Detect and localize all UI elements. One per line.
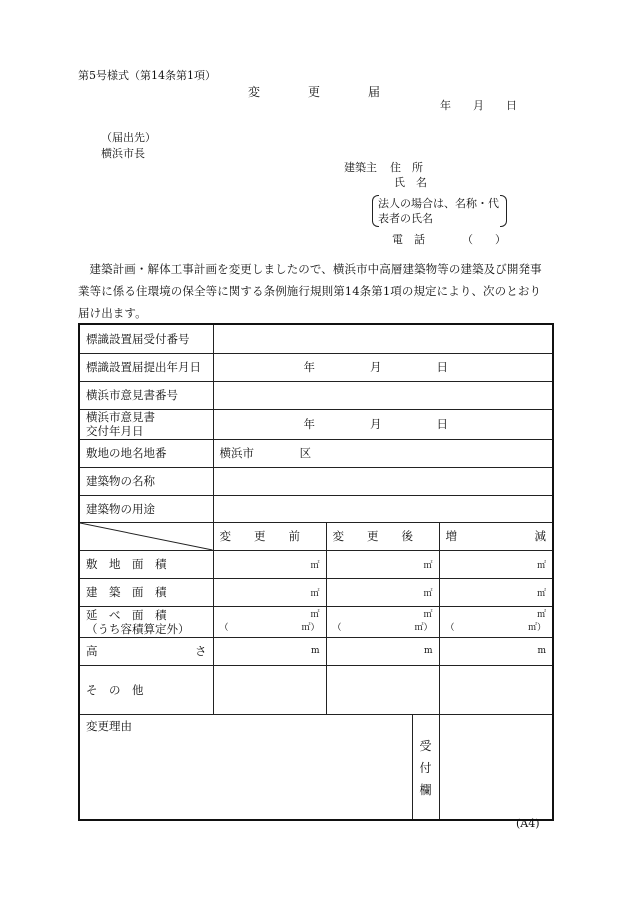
col-after: 変 更 後 [326,522,439,550]
date-year: 年 [303,417,315,431]
receipt-column-label [412,715,439,819]
value-receipt-no[interactable] [213,324,553,353]
unit: ㎡ [423,609,433,620]
value-submit-date[interactable] [213,353,553,381]
bldg-area-after[interactable]: ㎡ [326,578,439,606]
col-diff [439,522,553,550]
site-area-diff[interactable]: ㎡ [439,550,553,578]
table-row [79,495,553,522]
total-area-diff[interactable] [439,606,553,637]
phone-paren: （ ） [462,233,506,246]
phone-label: 電 話 [392,233,425,246]
table-row [79,353,553,381]
bldg-area-before[interactable]: ㎡ [213,578,326,606]
label-submit-date: 標識設置届提出年月日 [79,353,213,381]
date-day: 日 [436,360,448,374]
date-year: 年 [303,360,315,374]
label-bldg-area: 建 築 面 積 [79,578,213,606]
label-opinion-date [79,409,213,439]
paren-open: （ [219,622,229,633]
height-before[interactable]: m [213,637,326,665]
label-bldg-name: 建築物の名称 [79,467,213,495]
receipt-stamp-area[interactable] [439,714,553,820]
address-label: 住 所 [390,161,423,174]
label-height [79,637,213,665]
table-row [79,665,553,714]
table-header-row [79,522,553,550]
bldg-area-diff[interactable]: ㎡ [439,578,553,606]
table-row [79,578,553,606]
receipt-char-1: 受 [419,738,432,753]
unit: ㎡ [310,609,320,620]
label-total-area [79,606,213,637]
label-height-b: さ [195,644,207,658]
paren-close: ㎡） [527,622,546,633]
table-row [79,606,553,637]
height-diff[interactable]: m [439,637,553,665]
paper-size: (A4) [516,817,540,830]
site-area-after[interactable]: ㎡ [326,550,439,578]
receipt-char-3: 欄 [419,782,432,797]
reason-cell[interactable] [79,714,439,820]
label-opinion-date-line2: 交付年月日 [86,424,144,438]
label-other: そ の 他 [79,665,213,714]
height-after[interactable]: m [326,637,439,665]
value-bldg-use[interactable] [213,495,553,522]
value-opinion-no[interactable] [213,381,553,409]
label-opinion-date-line1: 横浜市意見書 [86,410,155,424]
table-row [79,381,553,409]
receipt-char-2: 付 [419,760,432,775]
paren-close: ㎡） [301,622,320,633]
corp-note-line1: 法人の場合は、名称・代 [378,197,499,210]
col-diff-decrease: 減 [534,529,546,543]
table-row [79,467,553,495]
label-height-a: 高 [86,644,98,658]
corp-note-line2: 表者の氏名 [378,212,433,225]
corp-note-right-bracket [500,195,507,227]
label-site: 敷地の地名地番 [79,439,213,467]
recipient: 横浜市長 [101,147,145,160]
applicant-role: 建築主 [344,161,377,174]
other-diff[interactable] [439,665,553,714]
total-area-after[interactable] [326,606,439,637]
site-ward: 区 [299,446,312,460]
label-receipt-no: 標識設置届受付番号 [79,324,213,353]
value-opinion-date[interactable] [213,409,553,439]
table-row [79,439,553,467]
label-bldg-use: 建築物の用途 [79,495,213,522]
col-before: 変 更 前 [213,522,326,550]
date-day: 日 [436,417,448,431]
table-row [79,409,553,439]
date-line: 年 月 日 [440,99,517,112]
date-month: 月 [370,360,382,374]
col-diff-increase: 増 [445,529,457,543]
name-label: 氏 名 [394,176,427,189]
label-total-area-main: 延 べ 面 積 [86,607,167,622]
other-before[interactable] [213,665,326,714]
recipient-label: （届出先） [101,131,156,144]
site-area-before[interactable]: ㎡ [213,550,326,578]
paren-close: ㎡） [414,622,433,633]
label-opinion-no: 横浜市意見書番号 [79,381,213,409]
diagonal-line [80,523,213,550]
unit: ㎡ [536,609,546,620]
form-number: 第5号様式（第14条第1項） [78,69,216,82]
notification-table [78,323,554,821]
form-title: 変 更 届 [248,85,381,99]
date-month: 月 [370,417,382,431]
reason-label: 変更理由 [86,718,132,733]
table-row [79,714,553,820]
value-site[interactable] [213,439,553,467]
table-row [79,550,553,578]
label-total-area-sub: （うち容積算定外） [86,621,190,636]
label-site-area: 敷 地 面 積 [79,550,213,578]
body-text: 建築計画・解体工事計画を変更しましたので、横浜市中高層建築物等の建築及び開発事業等に係る住環境の保全等に関する条例施行規則第14条第1項の規定により、次のとおり届け出ます。 [78,262,542,320]
paren-open: （ [445,622,455,633]
value-bldg-name[interactable] [213,467,553,495]
site-city: 横浜市 [219,446,254,460]
table-row [79,637,553,665]
other-after[interactable] [326,665,439,714]
table-row [79,324,553,353]
paren-open: （ [332,622,342,633]
diagonal-header-cell [79,522,213,550]
total-area-before[interactable] [213,606,326,637]
